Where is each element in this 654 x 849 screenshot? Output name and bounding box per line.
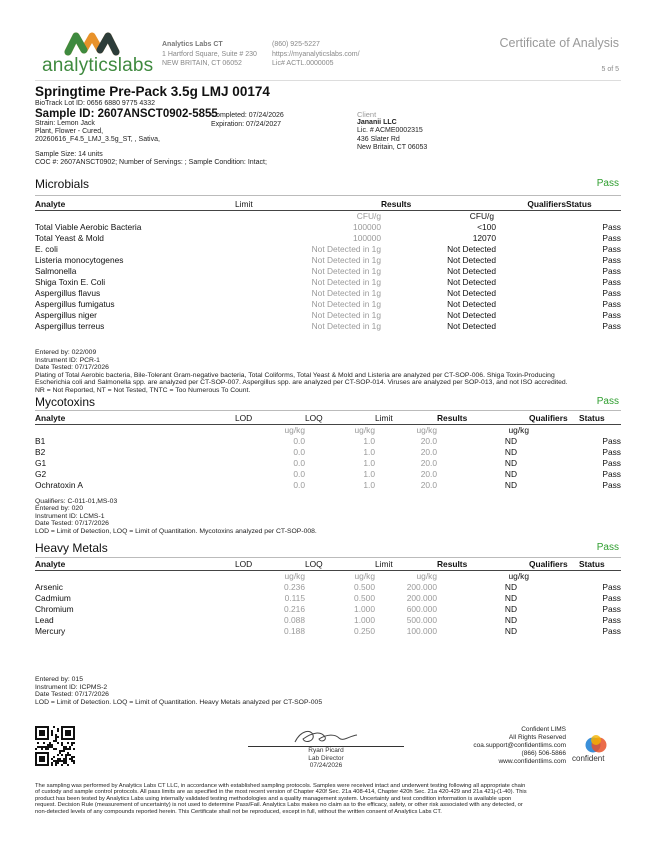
result-cell: ND — [504, 582, 517, 592]
table-row — [35, 266, 621, 277]
qualifier-cell — [496, 266, 566, 277]
analyte-cell: Arsenic — [35, 582, 63, 592]
loq-cell: 1.0 — [363, 436, 375, 446]
units-row — [35, 425, 621, 437]
lod-cell: 0.0 — [293, 469, 305, 479]
table-row — [35, 626, 621, 637]
units-row — [35, 571, 621, 583]
footer-line: of custody and sample control protocols. All pass limits are as specified in the most recent version of Chapter 420f Sec. 21a 408-414, Chapter 420h Sec. 21a 420-429 and 21a 421j-(1-40). This — [35, 789, 527, 796]
table-row — [35, 593, 621, 604]
status-cell: Pass — [602, 593, 621, 603]
note-line: Escherichia coli and Salmonella spp. are analyzed per CT-SOP-007. Aspergillus spp. are analyzed per CT-SOP-014. Viruses are analyzed per SOP-013, and not ISO accredited. — [35, 379, 568, 387]
table-header-row — [35, 199, 621, 211]
lab-name: Analytics Labs CT — [162, 41, 223, 48]
confident-phone: (866) 506-5866 — [521, 750, 566, 757]
col-status: Status — [579, 413, 621, 425]
table-row — [35, 582, 621, 593]
col-analyte: Analyte — [35, 199, 235, 211]
footer-line: request. Decision Rule (measurement of uncertainty) is not used to determine Pass/Fail. Analytics Labs makes no claim as to the efficacy, safety, or other risk associated with any detected, or — [35, 802, 523, 809]
analyte-cell: Aspergillus flavus — [35, 288, 101, 298]
limit-unit: CFU/g — [356, 211, 381, 221]
result-cell: ND — [504, 436, 517, 446]
status-cell: Pass — [602, 615, 621, 625]
qualifier-cell — [529, 615, 579, 626]
qualifier-cell — [529, 480, 579, 491]
heavy-metals-divider — [35, 557, 621, 558]
col-results: Results — [437, 413, 529, 425]
client-license: Lic. # ACME0002315 — [357, 127, 423, 135]
limit-unit: ug/kg — [416, 425, 437, 435]
limit-cell: 20.0 — [420, 480, 437, 490]
result-cell: Not Detected — [447, 299, 496, 309]
col-results: Results — [437, 559, 529, 571]
table-row — [35, 277, 621, 288]
lod-cell: 0.0 — [293, 458, 305, 468]
analyte-cell: Mercury — [35, 626, 66, 636]
qualifier-cell — [496, 299, 566, 310]
col-results: Results — [381, 199, 496, 211]
footer-line: product has been tested by Analytics Labs using internally validated testing methodologies and a quality management system. Uncertainty and test condition information is available upon — [35, 795, 512, 802]
qualifier-cell — [496, 321, 566, 332]
col-status: Status — [566, 199, 621, 211]
table-row — [35, 288, 621, 299]
status-cell: Pass — [602, 458, 621, 468]
result-cell: Not Detected — [447, 277, 496, 287]
client-name: Jananii LLC — [357, 119, 397, 127]
lab-website[interactable]: https://myanalyticslabs.com/ — [272, 50, 360, 58]
sample-matrix: Plant, Flower - Cured, — [35, 128, 104, 136]
limit-cell: 100.000 — [406, 626, 437, 636]
col-lod: LOD — [235, 413, 305, 425]
note-line: Instrument ID: LCMS-1 — [35, 512, 105, 520]
analyte-cell: Shiga Toxin E. Coli — [35, 277, 106, 287]
result-cell: ND — [504, 604, 517, 614]
result-cell: ND — [504, 480, 517, 490]
analyte-cell: Aspergillus terreus — [35, 321, 105, 331]
limit-cell: 20.0 — [420, 447, 437, 457]
completed-date: Completed: 07/24/2026 — [211, 112, 284, 119]
result-cell: Not Detected — [447, 255, 496, 265]
result-cell: ND — [504, 626, 517, 636]
limit-cell: 20.0 — [420, 436, 437, 446]
lod-unit: ug/kg — [284, 571, 305, 581]
loq-cell: 1.0 — [363, 458, 375, 468]
limit-cell: Not Detected in 1g — [311, 310, 381, 320]
loq-cell: 0.250 — [354, 626, 375, 636]
col-limit: Limit — [375, 413, 437, 425]
loq-unit: ug/kg — [354, 571, 375, 581]
sample-name: Springtime Pre-Pack 3.5g LMJ 00174 — [35, 84, 270, 99]
lab-address-line2: NEW BRITAIN, CT 06052 — [162, 60, 242, 67]
note-line: Qualifiers: C-011-01,MS-03 — [35, 498, 118, 505]
heavy-metals-notes — [35, 676, 625, 706]
analyte-cell: G2 — [35, 469, 47, 479]
sample-size-block — [35, 151, 267, 167]
heavy-metals-title: Heavy Metals — [35, 541, 108, 555]
note-line: Instrument ID: PCR-1 — [35, 356, 100, 364]
footer-line: non-detected levels of any compounds reported herein. This Certificate shall not be reproduced, except in full, without the written consent of Analytics Labs CT. — [35, 808, 442, 815]
status-cell: Pass — [602, 266, 621, 276]
loq-cell: 0.500 — [354, 593, 375, 603]
table-row — [35, 321, 621, 332]
limit-cell: Not Detected in 1g — [311, 299, 381, 309]
limit-cell: Not Detected in 1g — [311, 244, 381, 254]
loq-cell: 1.0 — [363, 480, 375, 490]
lab-logo-text: analyticslabs — [42, 55, 154, 76]
microbials-notes — [35, 349, 625, 395]
col-qualifiers: Qualifiers — [496, 199, 566, 211]
result-cell: ND — [504, 469, 517, 479]
sample-strain: Strain: Lemon Jack — [35, 120, 95, 127]
qualifier-cell — [496, 255, 566, 266]
col-limit: Limit — [375, 559, 437, 571]
mycotoxins-status-badge: Pass — [596, 396, 619, 407]
col-qualifiers: Qualifiers — [529, 413, 579, 425]
table-row — [35, 436, 621, 447]
heavy-metals-status-badge: Pass — [596, 542, 619, 553]
qr-code[interactable] — [35, 726, 75, 766]
note-line: Date Tested: 07/17/2026 — [35, 520, 109, 528]
lab-phone: (860) 925-5227 — [272, 41, 320, 48]
qualifier-cell — [529, 436, 579, 447]
limit-cell: Not Detected in 1g — [311, 277, 381, 287]
lod-cell: 0.188 — [284, 626, 305, 636]
client-block — [357, 111, 427, 152]
confident-website[interactable]: www.confidentlims.com — [498, 758, 566, 765]
note-line: Date Tested: 07/17/2026 — [35, 691, 109, 699]
limit-cell: 100000 — [353, 233, 381, 243]
confident-lims-name: Confident LIMS — [521, 726, 566, 733]
results-unit: ug/kg — [508, 425, 529, 435]
analyte-cell: Listeria monocytogenes — [35, 255, 124, 265]
table-row — [35, 310, 621, 321]
table-header-row — [35, 559, 621, 571]
sample-details — [35, 120, 160, 145]
result-cell: Not Detected — [447, 244, 496, 254]
qr-code-icon — [35, 726, 75, 766]
result-cell: ND — [504, 615, 517, 625]
note-line: Date Tested: 07/17/2026 — [35, 364, 109, 372]
table-row — [35, 604, 621, 615]
result-cell: ND — [504, 447, 517, 457]
signature-date: 07/24/2026 — [309, 762, 343, 769]
qualifier-cell — [529, 469, 579, 480]
qualifier-cell — [496, 222, 566, 233]
status-cell: Pass — [602, 288, 621, 298]
result-cell: <100 — [477, 222, 496, 232]
qualifier-cell — [529, 582, 579, 593]
lab-address-line1: 1 Hartford Square, Suite # 230 — [162, 50, 257, 58]
sample-batch: 20260616_F4.5_LMJ_3.5g_ST, , Sativa, — [35, 136, 160, 144]
table-row — [35, 299, 621, 310]
footer-line: The sampling was performed by Analytics Labs CT LLC, in accordance with established sampling protocols. Samples were received intact and underwent testing following all appropriate chain — [35, 783, 526, 789]
confident-logo — [572, 734, 622, 764]
mycotoxins-table — [35, 413, 621, 491]
note-line: Entered by: 015 — [35, 676, 83, 683]
header-divider — [35, 80, 621, 81]
loq-unit: ug/kg — [354, 425, 375, 435]
loq-cell: 1.000 — [354, 615, 375, 625]
handwritten-signature — [291, 726, 361, 748]
sample-size: Sample Size: 14 units — [35, 151, 103, 158]
status-cell: Pass — [602, 255, 621, 265]
qualifier-cell — [496, 277, 566, 288]
limit-cell: Not Detected in 1g — [311, 321, 381, 331]
status-cell: Pass — [602, 310, 621, 320]
confident-email[interactable]: coa.support@confidentlims.com — [473, 742, 566, 749]
analyte-cell: Salmonella — [35, 266, 77, 276]
analyte-cell: Chromium — [35, 604, 74, 614]
note-line: Entered by: 022/009 — [35, 349, 97, 356]
limit-cell: Not Detected in 1g — [311, 266, 381, 276]
qualifier-cell — [496, 233, 566, 244]
heavy-metals-table — [35, 559, 621, 637]
lod-cell: 0.216 — [284, 604, 305, 614]
analyte-cell: B2 — [35, 447, 46, 457]
limit-cell: 20.0 — [420, 469, 437, 479]
coc-info: COC #: 2607ANSCT0902; Number of Servings: ; Sample Condition: Intact; — [35, 159, 267, 167]
signer-title: Lab Director — [308, 754, 344, 762]
analyte-cell: Aspergillus niger — [35, 310, 97, 320]
analyte-cell: Ochratoxin A — [35, 480, 83, 490]
status-cell: Pass — [602, 321, 621, 331]
limit-cell: 200.000 — [406, 593, 437, 603]
qualifier-cell — [496, 288, 566, 299]
footer-disclaimer — [35, 783, 625, 815]
result-cell: Not Detected — [447, 266, 496, 276]
note-line: LOD = Limit of Detection, LOQ = Limit of Quantitation. Mycotoxins analyzed per CT-SOP-008. — [35, 527, 317, 535]
lab-license: Lic# ACTL.0000005 — [272, 60, 334, 67]
lod-cell: 0.115 — [284, 593, 305, 603]
microbials-divider — [35, 195, 621, 196]
col-lod: LOD — [235, 559, 305, 571]
confident-rights: All Rights Reserved — [508, 734, 566, 741]
document-title: Certificate of Analysis — [499, 36, 619, 50]
limit-cell: Not Detected in 1g — [311, 255, 381, 265]
result-cell: 12070 — [472, 233, 496, 243]
confident-logo-icon — [584, 734, 608, 754]
sample-dates — [211, 111, 284, 129]
table-row — [35, 469, 621, 480]
limit-cell: 20.0 — [420, 458, 437, 468]
analyte-cell: B1 — [35, 436, 46, 446]
table-row — [35, 222, 621, 233]
status-cell: Pass — [602, 277, 621, 287]
microbials-table — [35, 199, 621, 332]
table-row — [35, 447, 621, 458]
lab-logo — [42, 28, 154, 76]
lod-cell: 0.236 — [284, 582, 305, 592]
result-cell: Not Detected — [447, 321, 496, 331]
loq-cell: 1.000 — [354, 604, 375, 614]
loq-cell: 1.0 — [363, 469, 375, 479]
lod-cell: 0.088 — [284, 615, 305, 625]
status-cell: Pass — [602, 244, 621, 254]
analyte-cell: Total Yeast & Mold — [35, 233, 104, 243]
limit-unit: ug/kg — [416, 571, 437, 581]
qualifier-cell — [529, 604, 579, 615]
analyte-cell: G1 — [35, 458, 47, 468]
lod-cell: 0.0 — [293, 480, 305, 490]
analyte-cell: Lead — [35, 615, 54, 625]
qualifier-cell — [529, 447, 579, 458]
microbials-title: Microbials — [35, 177, 90, 191]
result-cell: ND — [504, 458, 517, 468]
col-analyte: Analyte — [35, 559, 235, 571]
biotrack-lot-id: BioTrack Lot ID: 0656 6880 9775 4332 — [35, 100, 155, 107]
units-row — [35, 211, 621, 223]
mycotoxins-title: Mycotoxins — [35, 395, 96, 409]
col-status: Status — [579, 559, 621, 571]
qualifier-cell — [496, 244, 566, 255]
sample-id: Sample ID: 2607ANSCT0902-5855 — [35, 108, 218, 120]
limit-cell: 100000 — [353, 222, 381, 232]
note-line: LOD = Limit of Detection. LOQ = Limit of Quantitation. Heavy Metals analyzed per CT-SOP-005 — [35, 698, 323, 706]
status-cell: Pass — [602, 233, 621, 243]
page-number: 5 of 5 — [601, 66, 619, 73]
analyte-cell: Aspergillus fumigatus — [35, 299, 115, 309]
table-row — [35, 458, 621, 469]
client-address-line2: New Britain, CT 06053 — [357, 143, 428, 151]
client-label: Client — [357, 110, 377, 119]
confident-lims-info — [470, 726, 566, 766]
table-row — [35, 233, 621, 244]
lod-cell: 0.0 — [293, 436, 305, 446]
lod-unit: ug/kg — [284, 425, 305, 435]
note-line: Instrument ID: ICPMS-2 — [35, 683, 108, 691]
qualifier-cell — [496, 310, 566, 321]
col-loq: LOQ — [305, 559, 375, 571]
status-cell: Pass — [602, 447, 621, 457]
lab-contact-block — [272, 40, 360, 69]
expiration-date: Expiration: 07/24/2027 — [211, 121, 282, 128]
result-cell: ND — [504, 593, 517, 603]
col-loq: LOQ — [305, 413, 375, 425]
lod-cell: 0.0 — [293, 447, 305, 457]
table-row — [35, 480, 621, 491]
mycotoxins-notes — [35, 498, 625, 535]
note-line: NR = Not Reported, NT = Not Tested, TNTC = Too Numerous To Count. — [35, 386, 251, 394]
status-cell: Pass — [602, 469, 621, 479]
qualifier-cell — [529, 593, 579, 604]
loq-cell: 0.500 — [354, 582, 375, 592]
table-row — [35, 255, 621, 266]
lab-address-block — [162, 40, 257, 69]
analytics-logo-icon — [42, 28, 154, 56]
limit-cell: 600.000 — [406, 604, 437, 614]
qualifier-cell — [529, 626, 579, 637]
table-row — [35, 615, 621, 626]
col-qualifiers: Qualifiers — [529, 559, 579, 571]
status-cell: Pass — [602, 222, 621, 232]
result-cell: Not Detected — [447, 288, 496, 298]
qualifier-cell — [529, 458, 579, 469]
signer-name: Ryan Picard — [308, 747, 344, 754]
results-unit: CFU/g — [469, 211, 494, 221]
analyte-cell: Total Viable Aerobic Bacteria — [35, 222, 142, 232]
table-header-row — [35, 413, 621, 425]
loq-cell: 1.0 — [363, 447, 375, 457]
table-row — [35, 244, 621, 255]
status-cell: Pass — [602, 480, 621, 490]
limit-cell: Not Detected in 1g — [311, 288, 381, 298]
status-cell: Pass — [602, 626, 621, 636]
limit-cell: 200.000 — [406, 582, 437, 592]
analyte-cell: Cadmium — [35, 593, 71, 603]
status-cell: Pass — [602, 436, 621, 446]
result-cell: Not Detected — [447, 310, 496, 320]
confident-logo-text: confident — [572, 754, 605, 763]
status-cell: Pass — [602, 604, 621, 614]
status-cell: Pass — [602, 299, 621, 309]
microbials-status-badge: Pass — [596, 178, 619, 189]
col-analyte: Analyte — [35, 413, 235, 425]
col-limit: Limit — [235, 199, 381, 211]
client-address-line1: 436 Slater Rd — [357, 135, 400, 143]
analyte-cell: E. coli — [35, 244, 58, 254]
note-line: Entered by: 020 — [35, 505, 83, 513]
signature-block — [248, 726, 404, 770]
results-unit: ug/kg — [508, 571, 529, 581]
limit-cell: 500.000 — [406, 615, 437, 625]
note-line: Plating of Total Aerobic bacteria, Bile-Tolerant Gram-negative bacteria, Total Coliforms, Total Yeast & Mold and Listeria are analyzed per CT-SOP-006. Shiga Toxin-Producing — [35, 371, 555, 379]
mycotoxins-divider — [35, 410, 621, 411]
status-cell: Pass — [602, 582, 621, 592]
